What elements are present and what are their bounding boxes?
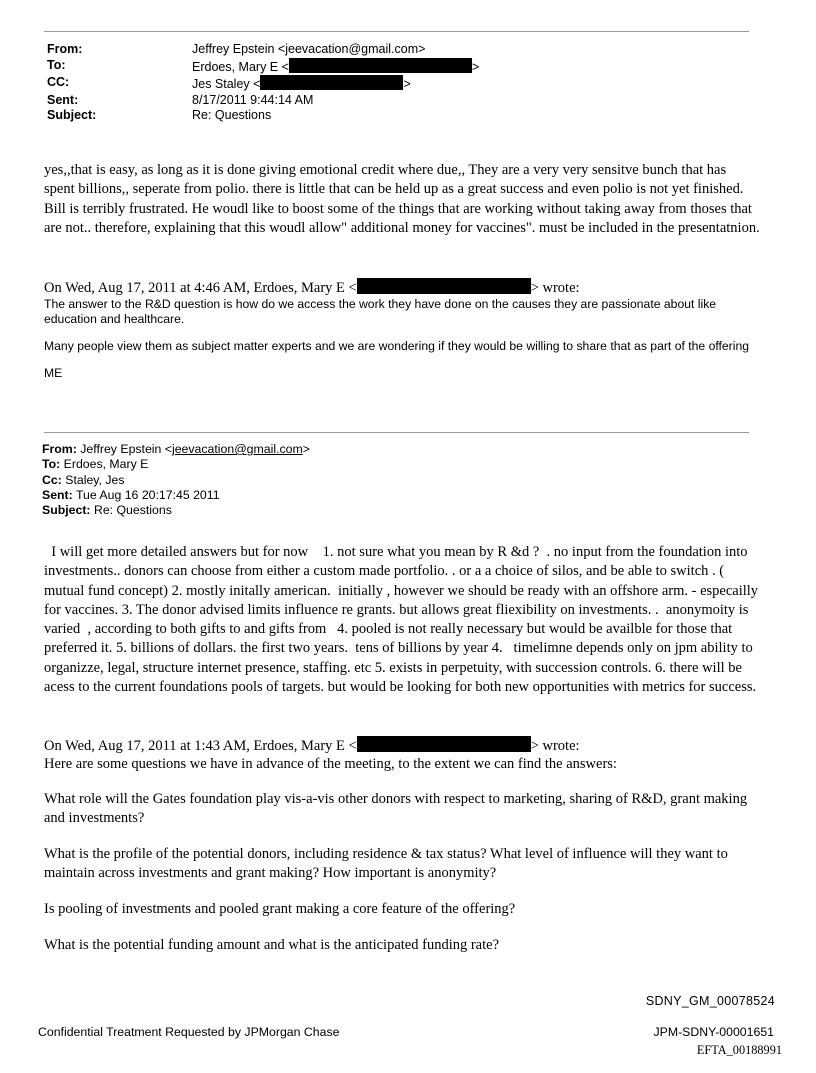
question-item: What role will the Gates foundation play vis-a-vis other donors with respect to marketing, sharing of R&D, grant making and investments? — [44, 791, 748, 826]
attribution-suffix: > wrote: — [530, 280, 580, 296]
to-value — [192, 58, 479, 76]
hdr2-subject-value: Re: Questions — [93, 503, 172, 518]
confidential-notice: Confidential Treatment Requested by JPMorgan Chase — [38, 1025, 340, 1039]
hdr2-cc-value: Staley, Jes — [65, 472, 125, 487]
attribution-prefix: On Wed, Aug 17, 2011 at 4:46 AM, Erdoes, Mary E < — [44, 280, 357, 296]
redaction-box — [260, 75, 403, 90]
to-value-suffix: > — [471, 59, 480, 74]
from-label: From: — [47, 42, 83, 56]
cc-value — [192, 75, 411, 93]
hdr2-from-row — [42, 442, 310, 457]
reply2-body: I will get more detailed answers but for now 1. not sure what you mean by R &d ? . no input from the foundation into investments.. donors can choose from either a custom made portfolio. . or a a choice of silos, and be able to switch . ( mutual fund concept) 2. mostly initally american. initially , however we should be ready with an offshore arm. - especailly for vaccines. 3. The donor advised limits influence re grants. but allows great fliexibility on investments. . anonymoity is varied , according to both gifts to and gifts from 4. pooled is not really necessary but would be availble for those that preferred it. 5. billions of dollars. the first two years. tens of billions by year 4. timelimne depends only on jpm ability to organizze, legal, structure internet presence, staffing. etc 5. exists in perpetuity, with succession controls. 6. there will be acess to the current foundations pools of targets. but would be looking for both new opportunities with metrics for success. — [44, 544, 762, 696]
hdr2-to-label: To: — [42, 457, 61, 472]
quoted-message-2 — [44, 736, 764, 955]
question-item: What is the profile of the potential donors, including residence & tax status? What level of influence will they want to maintain across investments and grant making? How important is anonymity? — [44, 846, 728, 881]
email-link[interactable]: jeevacation@gmail.com — [171, 442, 303, 456]
hdr2-sent-label: Sent: — [42, 487, 73, 502]
reply-body: yes,,that is easy, as long as it is done giving emotional credit where due,, They are a very very sensitve bunch that has spent billions,, seperate from polio. there is little that can be held up as a great success and even polio is not yet finished. Bill is terribly frustrated. He woudl like to boost some of the things that are working without taking away from thoses that are not.. therefore, explaining that this woudl allow" additional money for vaccines". must be included in the presentatnion. — [44, 162, 760, 236]
hdr2-to-value: Erdoes, Mary E — [63, 457, 149, 472]
to-value-prefix: Erdoes, Mary E < — [192, 59, 289, 74]
header-from-row — [47, 42, 747, 58]
attribution-suffix: > wrote: — [530, 738, 580, 754]
hdr2-subject-label: Subject: — [42, 503, 91, 518]
header-to-row — [47, 58, 747, 76]
redaction-box — [357, 278, 531, 294]
hdr2-to-row — [42, 457, 310, 472]
quote-attribution — [44, 278, 760, 297]
question-item: What is the potential funding amount and what is the anticipated funding rate? — [44, 937, 500, 953]
quoted-email-header — [42, 442, 310, 518]
quoted-paragraph: The answer to the R&D question is how do we access the work they have done on the causes they are passionate about like education and healthcare. — [44, 297, 717, 326]
hdr2-cc-label: Cc: — [42, 472, 62, 487]
message-divider — [44, 432, 749, 433]
attribution-prefix: On Wed, Aug 17, 2011 at 1:43 AM, Erdoes, Mary E < — [44, 738, 357, 754]
questions-intro: Here are some questions we have in advance of the meeting, to the extent we can find the answers: — [44, 756, 617, 772]
hdr2-subject-row — [42, 503, 310, 518]
cc-value-suffix: > — [403, 77, 411, 91]
efta-number: EFTA_00188991 — [696, 1043, 782, 1057]
quoted-message-1 — [44, 278, 760, 381]
bates-stamp: SDNY_GM_00078524 — [645, 994, 775, 1008]
quoted-signature: ME — [44, 366, 63, 380]
hdr2-sent-value: Tue Aug 16 20:17:45 2011 — [75, 487, 220, 502]
hdr2-from-name: Jeffrey Epstein < — [80, 442, 172, 456]
quote-attribution — [44, 736, 764, 755]
hdr2-sent-row — [42, 488, 310, 503]
redaction-box — [289, 58, 472, 73]
sent-value: 8/17/2011 9:44:14 AM — [192, 92, 314, 107]
to-label: To: — [47, 57, 66, 72]
header-subject-row — [47, 108, 747, 124]
header-sent-row — [47, 93, 747, 109]
quoted-paragraph: Many people view them as subject matter experts and we are wondering if they would be willing to share that as part of the offering — [44, 339, 750, 353]
bates-number: JPM-SDNY-00001651 — [653, 1025, 774, 1039]
top-rule — [44, 31, 749, 32]
email-header — [47, 42, 747, 124]
header-cc-row — [47, 75, 747, 93]
cc-label: CC: — [47, 75, 70, 89]
from-value: Jeffrey Epstein <jeevacation@gmail.com> — [192, 42, 426, 56]
sent-label: Sent: — [47, 92, 79, 107]
subject-label: Subject: — [47, 108, 97, 122]
redaction-box — [357, 736, 531, 752]
hdr2-cc-row — [42, 473, 310, 488]
hdr2-from-label: From: — [42, 442, 77, 456]
subject-value: Re: Questions — [192, 108, 272, 122]
cc-value-prefix: Jes Staley < — [192, 77, 261, 91]
question-item: Is pooling of investments and pooled grant making a core feature of the offering? — [44, 901, 516, 917]
hdr2-from-close: > — [302, 442, 310, 456]
